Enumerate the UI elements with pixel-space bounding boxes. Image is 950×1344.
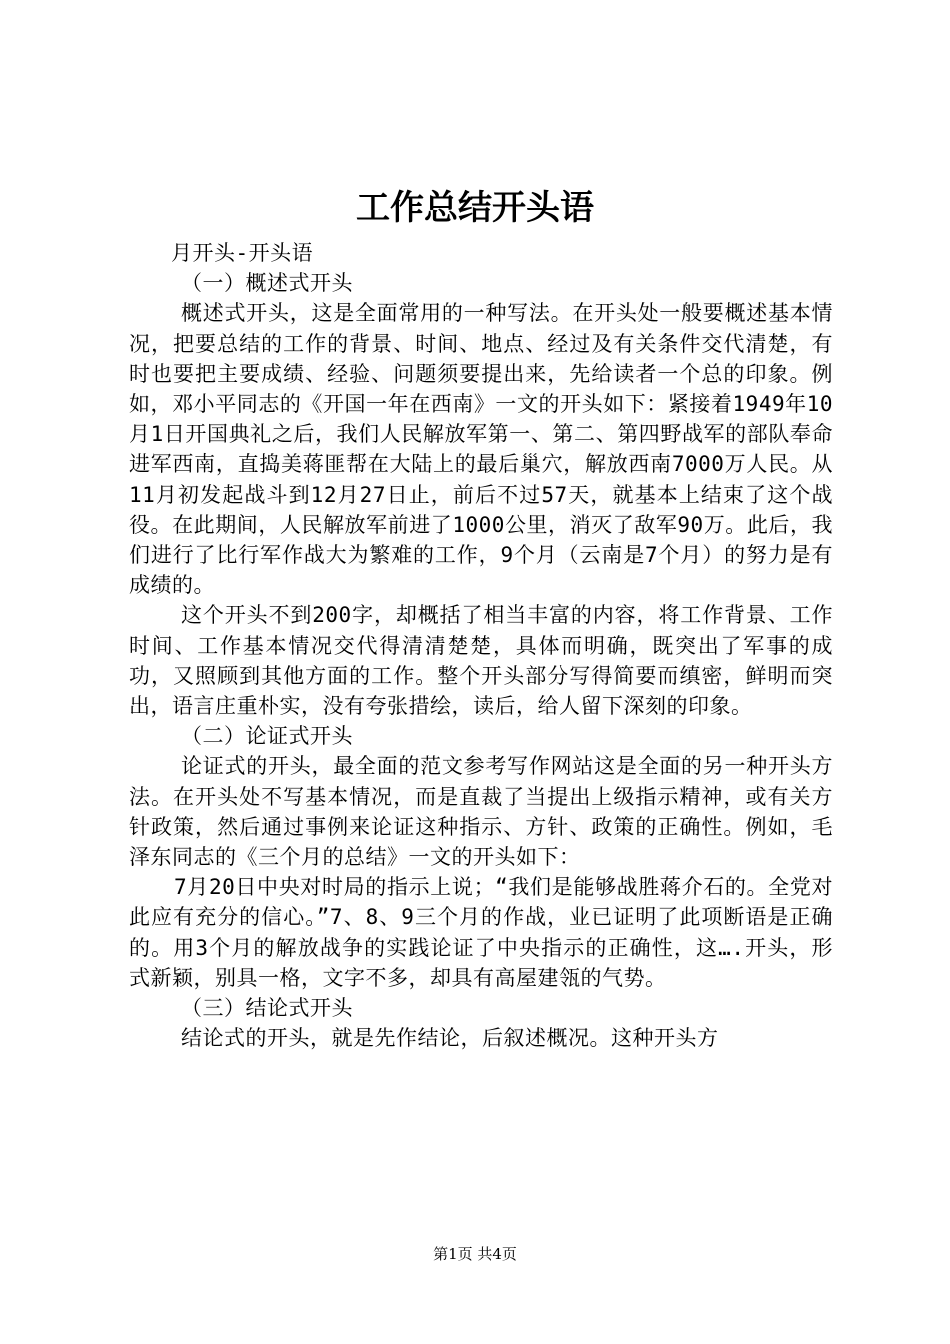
document-subtitle: 月开头-开头语 [171, 241, 314, 265]
page-footer: 第1页 共4页 [433, 1245, 517, 1263]
document-title: 工作总结开头语 [356, 188, 594, 228]
paragraph: 这个开头不到200字，却概括了相当丰富的内容，将工作背景、工作时间、工作基本情况交代得清清楚楚，具体而明确，既突出了军事的成功，又照顾到其他方面的工作。整个开头部分写得简要而缜密，鲜明而突出，语言庄重朴实，没有夸张措绘，读后，给人留下深刻的印象。 [129, 603, 833, 719]
document-body [129, 238, 833, 1053]
paragraph: 概述式开头，这是全面常用的一种写法。在开头处一般要概述基本情况，把要总结的工作的背景、时间、地点、经过及有关条件交代清楚，有时也要把主要成绩、经验、问题须要提出来，先给读者一个总的印象。例如，邓小平同志的《开国一年在西南》一文的开头如下：紧接着1949年10月1日开国典礼之后，我们人民解放军第一、第二、第四野战军的部队奉命进军西南，直捣美蒋匪帮在大陆上的最后巢穴，解放西南7000万人民。从11月初发起战斗到12月27日止，前后不过57天，就基本上结束了这个战役。在此期间，人民解放军前进了1000公里，消灭了敌军90万。此后，我们进行了比行军作战大为繁难的工作，9个月（云南是7个月）的努力是有成绩的。 [129, 301, 833, 598]
section-heading-2: （二）论证式开头 [181, 724, 353, 749]
section-heading-3: （三）结论式开头 [181, 996, 353, 1021]
paragraph: 论证式的开头，最全面的范文参考写作网站这是全面的另一种开头方法。在开头处不写基本情况，而是直裁了当提出上级指示精神，或有关方针政策，然后通过事例来论证这种指示、方针、政策的正确性。例如，毛泽东同志的《三个月的总结》一文的开头如下： [129, 754, 833, 870]
section-heading-1: （一）概述式开头 [181, 271, 353, 296]
paragraph: 结论式的开头，就是先作结论，后叙述概况。这种开头方 [181, 1026, 719, 1051]
paragraph: 7月20日中央对时局的指示上说；“我们是能够战胜蒋介石的。全党对此应有充分的信心。”7、8、9三个月的作战，业已证明了此项断语是正确的。用3个月的解放战争的实践论证了中央指示的正确性，这….开头，形式新颖，别具一格，文字不多，却具有高屋建瓴的气势。 [129, 875, 833, 990]
